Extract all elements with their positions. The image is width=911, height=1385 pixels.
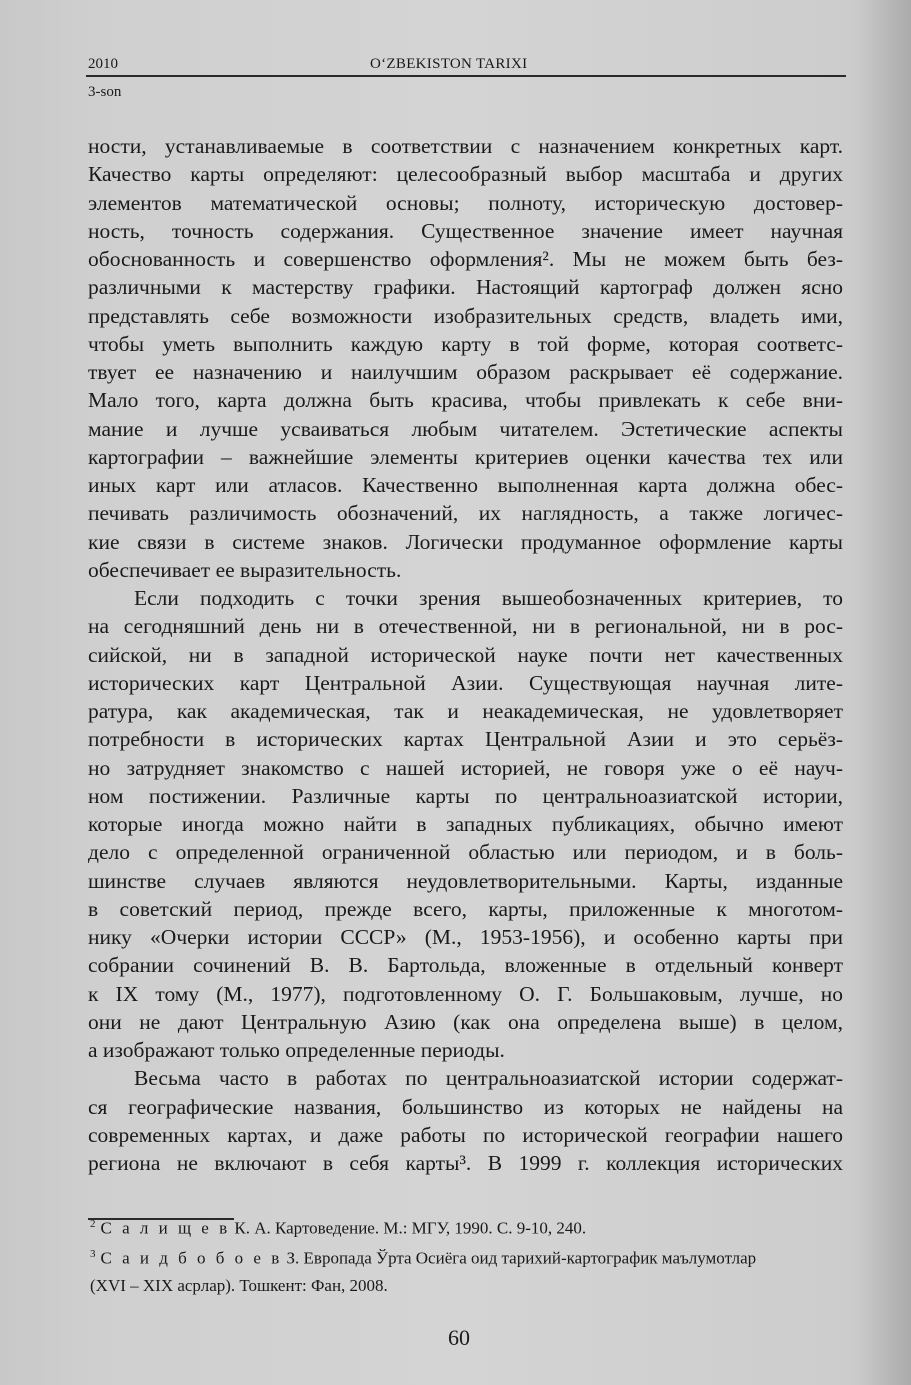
body-text <box>88 132 843 1177</box>
body-line: различными к мастерству графики. Настоящий картограф должен ясно <box>88 275 843 300</box>
body-line: которые иногда можно найти в западных публикациях, обычно имеют <box>88 812 843 836</box>
body-line: печивать различимость обозначений, их наглядность, а также логичес- <box>88 501 843 526</box>
footnote-3-text: З. Европада Ўрта Осиёга оид тарихий-картографик маълумотлар <box>286 1248 757 1268</box>
body-line: потребности в исторических картах Центральной Азии и это серьёз- <box>88 727 843 752</box>
body-line: чтобы уметь выполнить каждую карту в той форме, которая соответс- <box>88 331 843 356</box>
body-line: Если подходить с точки зрения вышеобозначенных критериев, то <box>134 586 843 610</box>
body-line: исторических карт Центральной Азии. Существующая научная лите- <box>88 670 843 695</box>
body-line: современных картах, и даже работы по исторической географии нашего <box>88 1122 843 1147</box>
body-line: мание и лучше усваиваться любым читателем. Эстетические аспекты <box>88 416 843 441</box>
body-line: шинстве случаев являются неудовлетворительными. Карты, изданные <box>88 868 843 893</box>
body-line: к IX тому (М., 1977), подготовленному О. Г. Большаковым, лучше, но <box>88 981 843 1006</box>
body-line: на сегодняшний день ни в отечественной, ни в региональной, ни в рос- <box>88 614 843 639</box>
footnote-2-author: С а л и щ е в <box>100 1218 231 1238</box>
header-issue: 3-son <box>88 84 122 100</box>
body-line: а изображают только определенные периоды. <box>88 1038 505 1062</box>
header-journal-title: O‘ZBEKISTON TARIXI <box>370 56 528 72</box>
body-line: собрании сочинений В. В. Бартольда, вложенные в отдельный конверт <box>88 953 843 978</box>
body-line: сийской, ни в западной исторической науке почти нет качественных <box>88 642 843 667</box>
body-line: ности, устанавливаемые в соответствии с назначением конкретных карт. <box>88 134 843 158</box>
body-line: иных карт или атласов. Качественно выполненная карта должна обес- <box>88 473 843 497</box>
body-line: ность, точность содержания. Существенное значение имеет научная <box>88 218 843 243</box>
header-rule <box>86 75 846 77</box>
body-line: Качество карты определяют: целесообразный выбор масштаба и других <box>88 162 843 187</box>
footnote-3-mark: 3 <box>90 1248 96 1260</box>
body-line: ратура, как академическая, так и неакадемическая, не удовлетворяет <box>88 699 843 723</box>
footnote-3 <box>90 1248 845 1269</box>
footnote-3-author: С а и д б о б о е в <box>100 1248 283 1268</box>
body-line: дело с определенной ограниченной областью или периодом, и в боль- <box>88 840 843 865</box>
body-line: элементов математической основы; полноту, историческую достовер- <box>88 190 843 215</box>
footnote-3-continued: (XVI – XIX асрлар). Тошкент: Фан, 2008. <box>90 1276 388 1295</box>
footnote-2-text-line <box>101 1219 587 1238</box>
body-line: обеспечивает ее выразительность. <box>88 557 402 582</box>
body-line: обоснованность и совершенство оформления². Мы не можем быть без- <box>88 247 843 271</box>
body-line: но затрудняет знакомство с нашей историей, не говоря уже о её науч- <box>88 755 843 780</box>
body-line: в советский период, прежде всего, карты, приложенные к многотом- <box>88 896 843 921</box>
footnote-3-text-line <box>101 1249 757 1268</box>
body-line: Мало того, карта должна быть красива, чтобы привлекать к себе вни- <box>88 388 843 413</box>
body-line: ся географические названия, большинство из которых не найдены на <box>88 1094 843 1119</box>
body-line: представлять себе возможности изобразительных средств, владеть ими, <box>88 303 843 328</box>
body-line: картографии – важнейшие элементы критериев оценки качества тех или <box>88 444 843 469</box>
footnote-2-text: К. А. Картоведение. М.: МГУ, 1990. С. 9-10, 240. <box>234 1218 587 1238</box>
body-line: кие связи в системе знаков. Логически продуманное оформление карты <box>88 529 843 554</box>
header-year: 2010 <box>88 56 118 72</box>
body-line: региона не включают в себя карты³. В 1999 г. коллекция исторических <box>88 1151 843 1175</box>
page-edge-shadow <box>859 0 911 1385</box>
body-line: Весьма часто в работах по центральноазиатской истории содержат- <box>134 1066 843 1091</box>
body-line: твует ее назначению и наилучшим образом раскрывает её содержание. <box>88 360 843 384</box>
footnote-2 <box>90 1218 845 1239</box>
body-line: нику «Очерки истории СССР» (М., 1953-1956), и особенно карты при <box>88 925 843 949</box>
body-line: ном постижении. Различные карты по центральноазиатской истории, <box>88 783 843 808</box>
page-number: 60 <box>448 1325 470 1350</box>
body-line: они не дают Центральную Азию (как она определена выше) в целом, <box>88 1009 843 1034</box>
footnote-2-mark: 2 <box>90 1218 96 1230</box>
